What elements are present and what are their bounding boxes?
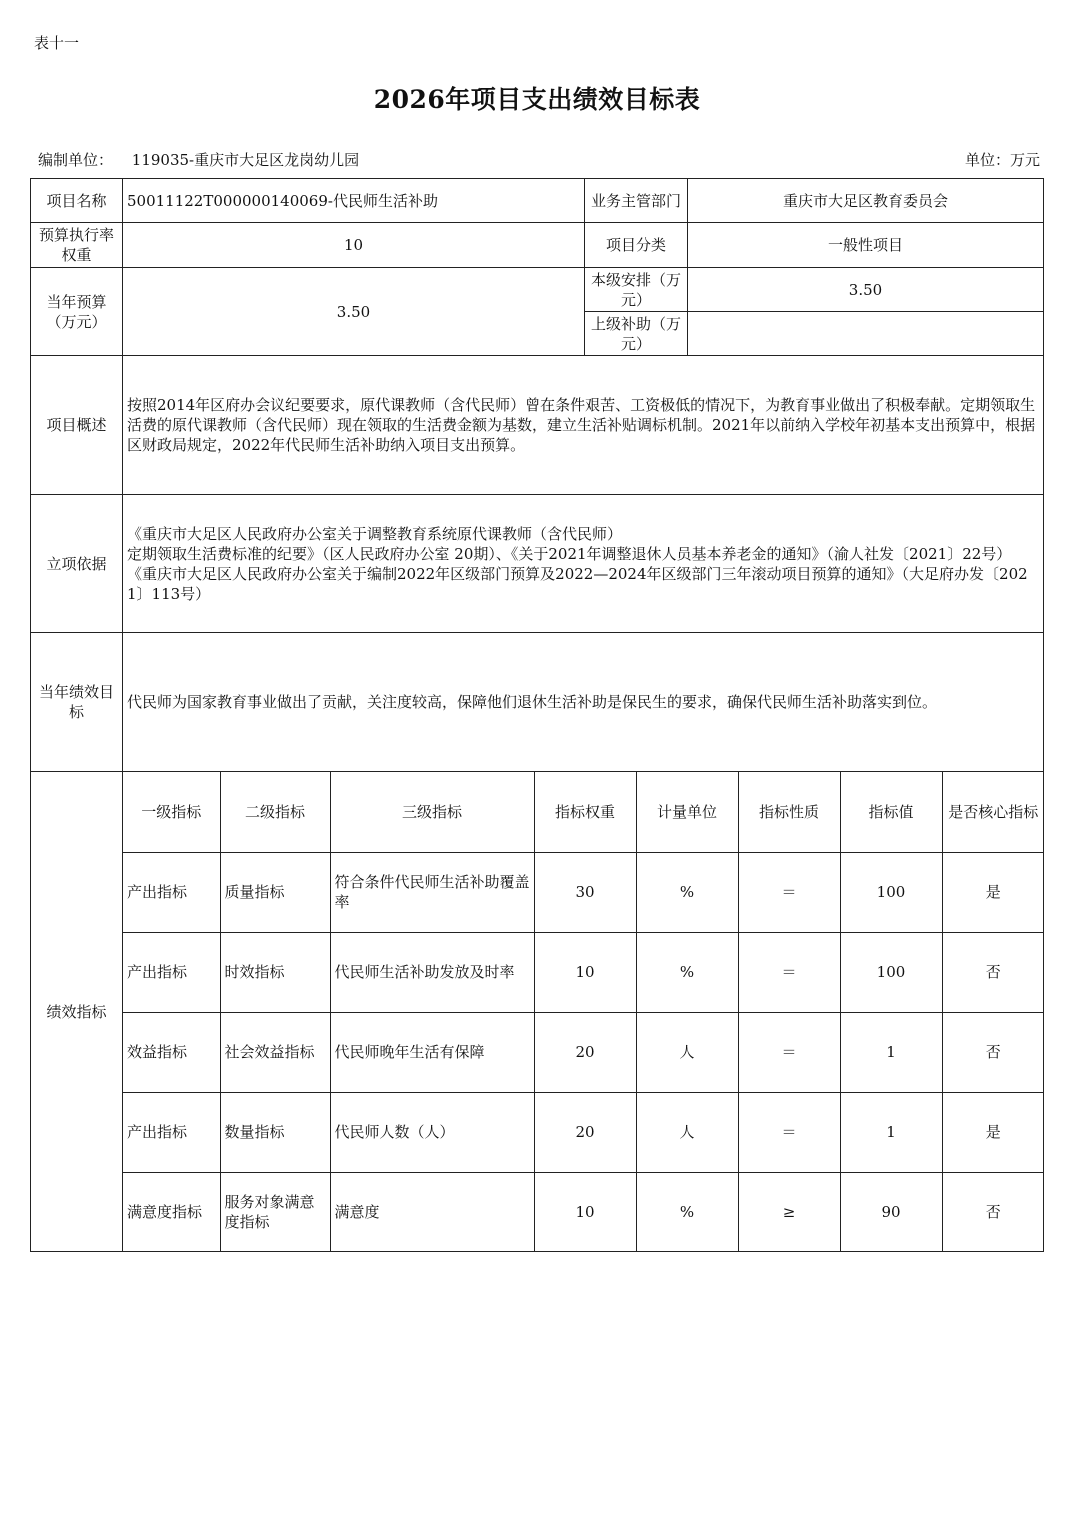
money-unit: 单位：万元 bbox=[964, 151, 1040, 169]
core-cell: 是 bbox=[942, 1092, 1044, 1172]
project-name-label: 项目名称 bbox=[31, 179, 123, 223]
basis-line: 《重庆市大足区人民政府办公室关于调整教育系统原代课教师（含代民师） bbox=[127, 524, 623, 543]
nature-cell: ＝ bbox=[738, 1012, 840, 1092]
nature-cell: ＝ bbox=[738, 932, 840, 1012]
level3-cell: 代民师生活补助发放及时率 bbox=[330, 932, 534, 1012]
level3-cell: 代民师人数（人） bbox=[330, 1092, 534, 1172]
column-header: 是否核心指标 bbox=[942, 772, 1044, 852]
value-cell: 1 bbox=[840, 1092, 942, 1172]
level2-cell: 时效指标 bbox=[220, 932, 330, 1012]
basis-label: 立项依据 bbox=[31, 495, 123, 633]
value-cell: 1 bbox=[840, 1012, 942, 1092]
budget-value: 3.50 bbox=[123, 268, 585, 356]
level2-cell: 服务对象满意度指标 bbox=[220, 1172, 330, 1251]
level2-cell: 质量指标 bbox=[220, 852, 330, 932]
category-label: 项目分类 bbox=[585, 223, 688, 268]
core-cell: 否 bbox=[942, 1012, 1044, 1092]
core-cell: 是 bbox=[942, 852, 1044, 932]
unit-cell: % bbox=[636, 852, 738, 932]
column-header: 三级指标 bbox=[330, 772, 534, 852]
unit-cell: % bbox=[636, 1172, 738, 1251]
indicators-header-row bbox=[123, 772, 1044, 852]
indicators-table-cell bbox=[123, 772, 1044, 1252]
compiling-unit-label: 编制单位： bbox=[38, 151, 114, 169]
level2-cell: 社会效益指标 bbox=[220, 1012, 330, 1092]
nature-cell: ＝ bbox=[738, 1092, 840, 1172]
upper-label: 上级补助（万元） bbox=[585, 312, 688, 356]
level3-cell: 代民师晚年生活有保障 bbox=[330, 1012, 534, 1092]
column-header: 二级指标 bbox=[220, 772, 330, 852]
weight-cell: 30 bbox=[534, 852, 636, 932]
level1-cell: 效益指标 bbox=[123, 1012, 220, 1092]
column-header: 指标值 bbox=[840, 772, 942, 852]
table-number: 表十一 bbox=[34, 34, 80, 52]
budget-label: 当年预算（万元） bbox=[31, 268, 123, 356]
level3-cell: 符合条件代民师生活补助覆盖率 bbox=[330, 852, 534, 932]
weight-cell: 10 bbox=[534, 932, 636, 1012]
compiling-unit bbox=[38, 149, 359, 170]
project-name-value: 50011122T000000140069-代民师生活补助 bbox=[123, 179, 585, 223]
dept-value: 重庆市大足区教育委员会 bbox=[688, 179, 1044, 223]
goal-label: 当年绩效目标 bbox=[31, 633, 123, 772]
goal-text: 代民师为国家教育事业做出了贡献，关注度较高，保障他们退休生活补助是保民生的要求，确保代民师生活补助落实到位。 bbox=[123, 633, 1044, 772]
value-cell: 100 bbox=[840, 852, 942, 932]
unit-cell: 人 bbox=[636, 1012, 738, 1092]
unit-cell: % bbox=[636, 932, 738, 1012]
weight-value: 10 bbox=[123, 223, 585, 268]
overview-label: 项目概述 bbox=[31, 356, 123, 495]
page-title: 2026年项目支出绩效目标表 bbox=[373, 85, 701, 114]
value-cell: 90 bbox=[840, 1172, 942, 1251]
level1-cell: 产出指标 bbox=[123, 932, 220, 1012]
upper-value bbox=[688, 312, 1044, 356]
column-header: 一级指标 bbox=[123, 772, 220, 852]
indicators-section-label: 绩效指标 bbox=[31, 772, 123, 1252]
level1-cell: 满意度指标 bbox=[123, 1172, 220, 1251]
table-row bbox=[123, 1012, 1044, 1092]
weight-cell: 20 bbox=[534, 1092, 636, 1172]
level1-cell: 产出指标 bbox=[123, 852, 220, 932]
column-header: 指标权重 bbox=[534, 772, 636, 852]
level3-cell: 满意度 bbox=[330, 1172, 534, 1251]
weight-label: 预算执行率权重 bbox=[31, 223, 123, 268]
table-row bbox=[123, 1172, 1044, 1251]
unit-cell: 人 bbox=[636, 1092, 738, 1172]
indicators-table bbox=[123, 772, 1044, 1251]
column-header: 指标性质 bbox=[738, 772, 840, 852]
level1-cell: 产出指标 bbox=[123, 1092, 220, 1172]
basis-line: 《重庆市大足区人民政府办公室关于编制2022年区级部门预算及2022—2024年区级部门三年滚动项目预算的通知》（大足府办发〔2021〕113号） bbox=[127, 564, 1028, 603]
dept-label: 业务主管部门 bbox=[585, 179, 688, 223]
compiling-unit-value: 119035-重庆市大足区龙岗幼儿园 bbox=[131, 151, 360, 169]
column-header: 计量单位 bbox=[636, 772, 738, 852]
weight-cell: 10 bbox=[534, 1172, 636, 1251]
table-row bbox=[123, 1092, 1044, 1172]
value-cell: 100 bbox=[840, 932, 942, 1012]
table-row bbox=[123, 852, 1044, 932]
nature-cell: ≥ bbox=[738, 1172, 840, 1251]
weight-cell: 20 bbox=[534, 1012, 636, 1092]
level2-cell: 数量指标 bbox=[220, 1092, 330, 1172]
core-cell: 否 bbox=[942, 932, 1044, 1012]
overview-text: 按照2014年区府办会议纪要要求，原代课教师（含代民师）曾在条件艰苦、工资极低的情况下，为教育事业做出了积极奉献。定期领取生活费的原代课教师（含代民师）现在领取的生活费金额为基数，建立生活补贴调标机制。2021年以前纳入学校年初基本支出预算中，根据区财政局规定，2022年代民师生活补助纳入项目支出预算。 bbox=[123, 356, 1044, 495]
core-cell: 否 bbox=[942, 1172, 1044, 1251]
local-value: 3.50 bbox=[688, 268, 1044, 312]
basis-text bbox=[123, 495, 1044, 633]
category-value: 一般性项目 bbox=[688, 223, 1044, 268]
performance-target-table bbox=[30, 178, 1044, 1252]
local-label: 本级安排（万元） bbox=[585, 268, 688, 312]
nature-cell: ＝ bbox=[738, 852, 840, 932]
basis-line: 定期领取生活费标准的纪要》（区人民政府办公室 20期）、《关于2021年调整退休人员基本养老金的通知》（渝人社发〔2021〕22号） bbox=[127, 544, 1012, 563]
table-row bbox=[123, 932, 1044, 1012]
